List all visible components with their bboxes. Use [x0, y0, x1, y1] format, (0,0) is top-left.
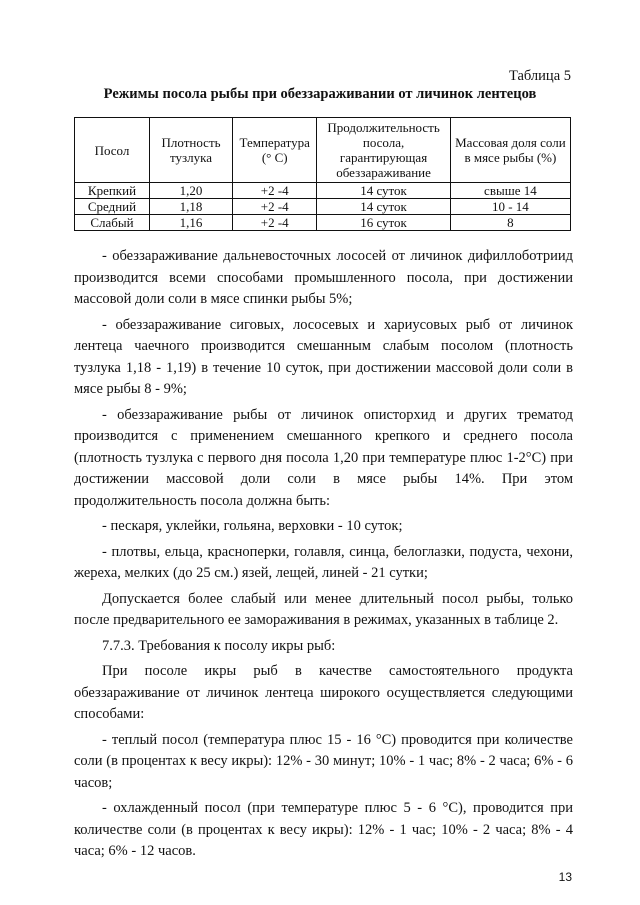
table-cell: Слабый [75, 215, 150, 231]
table-cell: 10 - 14 [450, 199, 570, 215]
table-cell: 1,20 [149, 183, 232, 199]
paragraph: - обеззараживание сиговых, лососевых и хариусовых рыб от личинок лентеца чаечного производится смешанным слабым посолом (плотность тузлука 1,18 - 1,19) в течение 10 суток, при достижении массовой доли соли в мясе рыбы 8 - 9%; [74, 316, 573, 397]
paragraph: - плотвы, ельца, красноперки, голавля, синца, белоглазки, подуста, чехони, жереха, мелких (до 25 см.) язей, лещей, линей - 21 сутки; [74, 543, 573, 581]
paragraph: - пескаря, уклейки, гольяна, верховки - 10 суток; [102, 518, 403, 534]
table-title: Режимы посола рыбы при обеззараживании от личинок лентецов [103, 86, 537, 102]
header-cell-brine-density: Плотность тузлука [149, 118, 232, 183]
paragraph: - обеззараживание рыбы от личинок описторхид и других трематод производится с применением смешанного крепкого и среднего посола (плотность тузлука с первого дня посола 1,20 при температуре плюс 1-2°С) при достижении массовой доли соли в мясе рыбы 14%. При этом продолжительность посола должна быть: [74, 406, 573, 509]
table-cell: +2 -4 [233, 183, 317, 199]
header-cell-temperature: Температура (° С) [233, 118, 317, 183]
header-cell-salting: Посол [75, 118, 150, 183]
table-cell: 8 [450, 215, 570, 231]
salting-modes-table [74, 117, 571, 231]
body-text [74, 246, 573, 867]
table-cell: Средний [75, 199, 150, 215]
table-cell: Крепкий [75, 183, 150, 199]
table-row [75, 183, 571, 199]
table-cell: 14 суток [317, 183, 450, 199]
table-cell: 16 суток [317, 215, 450, 231]
header-cell-salt-fraction: Массовая доля соли в мясе рыбы (%) [450, 118, 570, 183]
page-number: 13 [558, 870, 572, 884]
section-heading: 7.7.3. Требования к посолу икры рыб: [102, 637, 336, 654]
paragraph: Допускается более слабый или менее длительный посол рыбы, только после предварительного ее замораживания в режимах, указанных в таблице 2. [74, 590, 573, 628]
table-number: Таблица 5 [508, 68, 571, 84]
table-cell: 14 суток [317, 199, 450, 215]
table-cell: 1,18 [149, 199, 232, 215]
table-cell: 1,16 [149, 215, 232, 231]
table-row [75, 199, 571, 215]
table-row [75, 215, 571, 231]
table-cell: +2 -4 [233, 215, 317, 231]
paragraph: - теплый посол (температура плюс 15 - 16 °С) проводится при количестве соли (в процентах к весу икры): 12% - 30 минут; 10% - 1 час; 8% - 2 часа; 6% - 6 часов; [74, 731, 573, 791]
paragraph: - охлажденный посол (при температуре плюс 5 - 6 °С), проводится при количестве соли (в процентах к весу икры): 12% - 1 час; 10% - 2 часа; 8% - 4 часа; 6% - 12 часов. [74, 800, 573, 859]
header-cell-duration: Продолжительность посола, гарантирующая обеззараживание [317, 118, 450, 183]
table-cell: +2 -4 [233, 199, 317, 215]
paragraph: При посоле икры рыб в качестве самостоятельного продукта обеззараживание от личинок лентеца широкого осуществляется следующими способами: [74, 663, 573, 722]
table-header-row [75, 118, 571, 183]
table-cell: свыше 14 [450, 183, 570, 199]
paragraph: - обеззараживание дальневосточных лососей от личинок дифиллоботриид производится всеми способами промышленного посола, при достижении массовой доли соли в мясе спинки рыбы 5%; [74, 248, 573, 307]
